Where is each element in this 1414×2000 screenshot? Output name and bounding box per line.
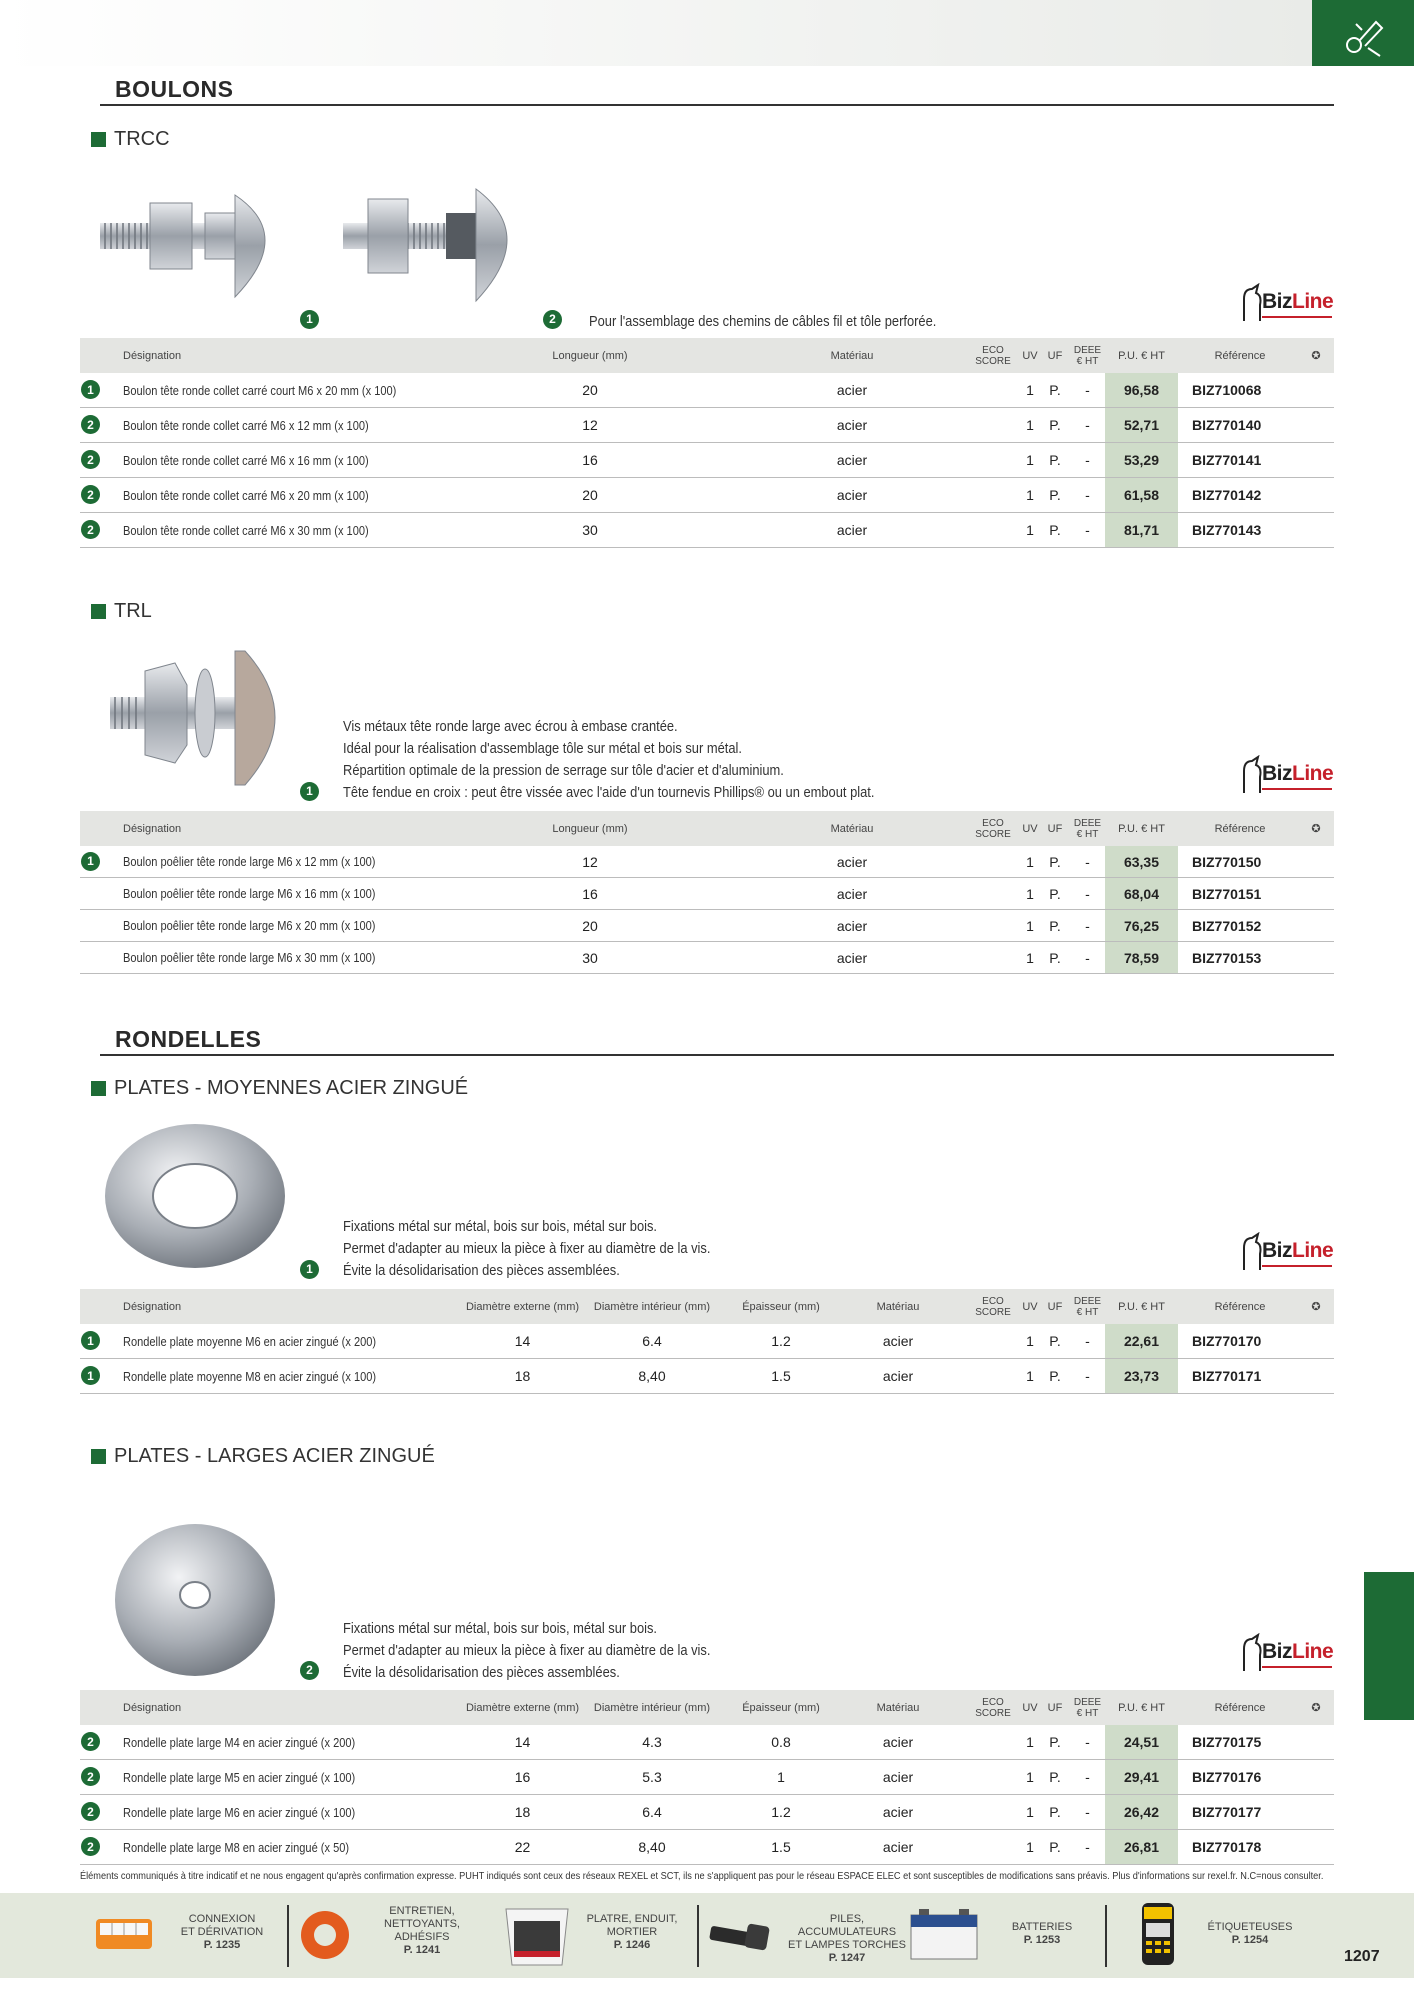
cell-designation: Rondelle plate large M5 en acier zingué (x 100) <box>123 1769 356 1785</box>
cell-longueur: 20 <box>582 382 598 398</box>
cell-uv: 1 <box>1026 487 1034 503</box>
footer-link-entretien[interactable] <box>290 1893 490 1978</box>
col-designation: Désignation <box>123 1701 182 1714</box>
col-deee: DEEE € HT <box>1073 344 1102 367</box>
cell-materiau: acier <box>882 1804 914 1820</box>
col-uv: UV <box>1022 1300 1038 1313</box>
col-eco-score: ECO SCORE <box>975 1295 1011 1318</box>
table-row <box>80 1795 1334 1830</box>
col-uv: UV <box>1022 822 1038 835</box>
footer-link-batteries[interactable] <box>905 1893 1095 1978</box>
cell-deee: - <box>1085 1368 1090 1384</box>
col-diam-int: Diamètre intérieur (mm) <box>593 1701 711 1714</box>
table-rondelles-larges <box>80 1690 1334 1865</box>
cell-longueur: 30 <box>582 949 598 966</box>
cell-uf: P. <box>1049 853 1061 870</box>
description-line: Évite la désolidarisation des pièces assemblées. <box>343 1262 620 1279</box>
cell-designation: Boulon poêlier tête ronde large M6 x 16 mm (x 100) <box>123 886 376 901</box>
description-line: Évite la désolidarisation des pièces assemblées. <box>343 1664 620 1681</box>
cell-deee: - <box>1085 917 1090 934</box>
cell-materiau: acier <box>882 1839 914 1855</box>
settings-icon[interactable]: ✪ <box>1311 1702 1321 1714</box>
col-price: P.U. € HT <box>1118 1701 1165 1714</box>
col-eco-score: ECO SCORE <box>975 1696 1011 1719</box>
row-badge: 2 <box>81 1837 100 1856</box>
table-row <box>80 910 1334 942</box>
cell-diam-int: 8,40 <box>638 1839 666 1855</box>
cell-designation: Rondelle plate moyenne M6 en acier zingué (x 200) <box>123 1333 377 1349</box>
battery-icon <box>907 1905 982 1965</box>
cell-deee: - <box>1085 1769 1090 1785</box>
cell-uf: P. <box>1049 1333 1061 1349</box>
cell-materiau: acier <box>836 853 868 870</box>
cell-uf: P. <box>1049 522 1061 538</box>
image-badge: 1 <box>300 1260 319 1279</box>
cell-deee: - <box>1085 487 1090 503</box>
product-image-trcc-2 <box>338 185 538 305</box>
cell-designation: Boulon tête ronde collet carré M6 x 20 mm (x 100) <box>123 487 369 503</box>
cell-deee: - <box>1085 522 1090 538</box>
cell-epaisseur: 1.5 <box>771 1368 791 1384</box>
product-description <box>343 1618 710 1684</box>
cell-materiau: acier <box>836 382 868 398</box>
table-rondelles-moyennes <box>80 1289 1334 1394</box>
bizline-suffix: Line <box>1292 762 1334 785</box>
cell-price: 24,51 <box>1105 1725 1178 1759</box>
table-row <box>80 408 1334 443</box>
bullet-square <box>91 604 106 619</box>
cell-uf: P. <box>1049 885 1061 902</box>
col-diam-int: Diamètre intérieur (mm) <box>593 1300 711 1313</box>
cell-price: 63,35 <box>1105 846 1178 877</box>
row-badge: 2 <box>81 485 100 504</box>
subsection-title-moyennes <box>91 1077 468 1100</box>
cell-uv: 1 <box>1026 382 1034 398</box>
footer-label: ÉTIQUETEUSES P. 1254 <box>1207 1921 1293 1946</box>
cell-reference[interactable]: BIZ770178 <box>1192 1839 1262 1855</box>
table-row <box>80 942 1334 974</box>
col-price: P.U. € HT <box>1118 822 1165 835</box>
footer-label: PLATRE, ENDUIT, MORTIER P. 1246 <box>586 1913 678 1951</box>
col-materiau: Matériau <box>876 1701 920 1714</box>
col-epaisseur: Épaisseur (mm) <box>742 1300 820 1313</box>
description-line: Fixations métal sur métal, bois sur bois, métal sur bois. <box>343 1218 658 1235</box>
table-row <box>80 373 1334 408</box>
subsection-title-trl <box>91 600 152 623</box>
cell-price: 96,58 <box>1105 373 1178 407</box>
cell-designation: Rondelle plate large M4 en acier zingué (x 200) <box>123 1734 356 1750</box>
cell-reference[interactable]: BIZ770140 <box>1192 417 1262 433</box>
footer-separator <box>1105 1905 1107 1967</box>
description-line: Vis métaux tête ronde large avec écrou à embase crantée. <box>343 718 678 735</box>
col-uv: UV <box>1022 1701 1038 1714</box>
row-badge: 1 <box>81 1331 100 1350</box>
table-header <box>80 811 1334 846</box>
cell-materiau: acier <box>836 917 868 934</box>
bizline-mascot-icon <box>1238 283 1264 323</box>
bizline-logo <box>1238 1232 1334 1272</box>
cell-deee: - <box>1085 853 1090 870</box>
footer-link-etiqueteuses[interactable] <box>1110 1893 1310 1978</box>
cell-designation: Boulon poêlier tête ronde large M6 x 30 mm (x 100) <box>123 950 376 965</box>
bizline-logo <box>1238 283 1334 323</box>
cell-designation: Boulon tête ronde collet carré M6 x 16 mm (x 100) <box>123 452 369 468</box>
cell-uf: P. <box>1049 417 1061 433</box>
plaster-bucket-icon <box>500 1903 575 1968</box>
footer-label: ENTRETIEN, NETTOYANTS, ADHÉSIFS P. 1241 <box>384 1905 460 1956</box>
cell-longueur: 16 <box>582 452 598 468</box>
col-price: P.U. € HT <box>1118 349 1165 362</box>
section-rule <box>100 1054 1334 1056</box>
description-line: Tête fendue en croix : peut être vissée avec l'aide d'un tournevis Phillips® ou un embout plat. <box>343 784 875 801</box>
cell-diam-ext: 22 <box>514 1839 531 1855</box>
table-row <box>80 1725 1334 1760</box>
cell-deee: - <box>1085 1804 1090 1820</box>
bizline-mascot-icon <box>1238 1232 1264 1272</box>
cell-price: 53,29 <box>1105 443 1178 477</box>
cell-reference[interactable]: BIZ770177 <box>1192 1804 1262 1820</box>
col-deee: DEEE € HT <box>1073 1295 1102 1318</box>
cell-deee: - <box>1085 949 1090 966</box>
cell-designation: Rondelle plate large M8 en acier zingué (x 50) <box>123 1839 350 1855</box>
product-image-washer-large <box>110 1520 280 1680</box>
cell-longueur: 12 <box>582 853 598 870</box>
cell-uf: P. <box>1049 1734 1061 1750</box>
cell-reference[interactable]: BIZ770141 <box>1192 452 1262 468</box>
subsection-title-text: TRCC <box>114 128 170 150</box>
table-header <box>80 1690 1334 1725</box>
table-row <box>80 878 1334 910</box>
cell-uv: 1 <box>1026 1734 1034 1750</box>
cell-reference[interactable]: BIZ770151 <box>1192 885 1262 902</box>
cell-diam-int: 6.4 <box>642 1333 662 1349</box>
col-materiau: Matériau <box>876 1300 920 1313</box>
side-tab <box>1364 1572 1414 1720</box>
cell-deee: - <box>1085 1839 1090 1855</box>
cell-reference[interactable]: BIZ770175 <box>1192 1734 1262 1750</box>
cell-reference[interactable]: BIZ770152 <box>1192 917 1262 934</box>
table-row <box>80 1760 1334 1795</box>
row-badge: 2 <box>81 1732 100 1751</box>
cell-longueur: 20 <box>582 917 598 934</box>
col-reference: Référence <box>1214 1300 1266 1313</box>
col-deee: DEEE € HT <box>1073 817 1102 840</box>
table-row <box>80 846 1334 878</box>
cell-materiau: acier <box>836 522 868 538</box>
cell-uv: 1 <box>1026 1804 1034 1820</box>
cell-reference[interactable]: BIZ710068 <box>1192 382 1262 398</box>
cell-uf: P. <box>1049 1839 1061 1855</box>
col-uf: UF <box>1047 1300 1063 1313</box>
settings-icon[interactable]: ✪ <box>1311 1301 1321 1313</box>
cell-epaisseur: 1 <box>777 1769 785 1785</box>
section-rule <box>100 104 1334 106</box>
bizline-mascot-icon <box>1238 755 1264 795</box>
cell-diam-ext: 18 <box>514 1368 531 1384</box>
cell-epaisseur: 1.5 <box>771 1839 791 1855</box>
cell-materiau: acier <box>882 1769 914 1785</box>
cell-uf: P. <box>1049 1769 1061 1785</box>
cell-longueur: 30 <box>582 522 598 538</box>
cell-uv: 1 <box>1026 917 1034 934</box>
col-diam-ext: Diamètre externe (mm) <box>465 1300 580 1313</box>
cell-price: 26,42 <box>1105 1795 1178 1829</box>
table-row <box>80 513 1334 548</box>
settings-icon[interactable]: ✪ <box>1311 823 1321 835</box>
cell-diam-int: 5.3 <box>642 1769 662 1785</box>
image-badge: 1 <box>300 782 319 801</box>
cell-uf: P. <box>1049 1368 1061 1384</box>
cell-uf: P. <box>1049 1804 1061 1820</box>
tape-icon <box>290 1905 360 1965</box>
col-materiau: Matériau <box>830 822 874 835</box>
section-title-rondelles: RONDELLES <box>115 1026 262 1052</box>
table-header <box>80 338 1334 373</box>
bullet-square <box>91 1081 106 1096</box>
settings-icon[interactable]: ✪ <box>1311 350 1321 362</box>
section-title-boulons: BOULONS <box>115 76 234 102</box>
cell-uv: 1 <box>1026 452 1034 468</box>
cell-reference[interactable]: BIZ770143 <box>1192 522 1262 538</box>
cell-designation: Rondelle plate moyenne M8 en acier zingué (x 100) <box>123 1368 377 1384</box>
col-designation: Désignation <box>123 1300 182 1313</box>
row-badge: 2 <box>81 415 100 434</box>
table-row <box>80 443 1334 478</box>
description-line: Idéal pour la réalisation d'assemblage tôle sur métal et bois sur métal. <box>343 740 742 757</box>
cell-materiau: acier <box>836 452 868 468</box>
cell-designation: Boulon poêlier tête ronde large M6 x 20 mm (x 100) <box>123 918 376 933</box>
cell-price: 26,81 <box>1105 1830 1178 1864</box>
row-badge: 2 <box>81 520 100 539</box>
cell-uf: P. <box>1049 487 1061 503</box>
cell-materiau: acier <box>836 487 868 503</box>
col-materiau: Matériau <box>830 349 874 362</box>
footer-label: BATTERIES P. 1253 <box>1011 1921 1073 1946</box>
product-image-trl <box>105 645 290 795</box>
footer-separator <box>697 1905 699 1967</box>
cell-diam-int: 4.3 <box>642 1734 662 1750</box>
cell-diam-ext: 14 <box>514 1333 531 1349</box>
product-image-washer-medium <box>100 1118 290 1274</box>
product-description <box>343 1216 710 1282</box>
col-deee: DEEE € HT <box>1073 1696 1102 1719</box>
col-uf: UF <box>1047 349 1063 362</box>
col-longueur: Longueur (mm) <box>552 822 628 835</box>
bizline-logo <box>1238 755 1334 795</box>
cell-uv: 1 <box>1026 885 1034 902</box>
subsection-title-text: PLATES - MOYENNES ACIER ZINGUÉ <box>114 1077 469 1099</box>
cell-price: 68,04 <box>1105 878 1178 909</box>
cell-epaisseur: 0.8 <box>771 1734 791 1750</box>
row-badge: 1 <box>81 1366 100 1385</box>
cell-designation: Boulon poêlier tête ronde large M6 x 12 mm (x 100) <box>123 854 376 869</box>
cell-deee: - <box>1085 885 1090 902</box>
cell-designation: Rondelle plate large M6 en acier zingué (x 100) <box>123 1804 356 1820</box>
row-badge: 2 <box>81 1802 100 1821</box>
subsection-title-text: TRL <box>114 600 152 622</box>
cell-price: 61,58 <box>1105 478 1178 512</box>
cell-uv: 1 <box>1026 1839 1034 1855</box>
row-badge: 2 <box>81 1767 100 1786</box>
table-row <box>80 1359 1334 1394</box>
cell-price: 29,41 <box>1105 1760 1178 1794</box>
tools-icon <box>1312 0 1414 66</box>
col-eco-score: ECO SCORE <box>975 817 1011 840</box>
bizline-suffix: Line <box>1292 1640 1334 1663</box>
cell-designation: Boulon tête ronde collet carré M6 x 30 mm (x 100) <box>123 522 369 538</box>
cell-reference[interactable]: BIZ770150 <box>1192 853 1262 870</box>
bullet-square <box>91 132 106 147</box>
col-uf: UF <box>1047 1701 1063 1714</box>
cell-deee: - <box>1085 382 1090 398</box>
bizline-logo <box>1238 1633 1334 1673</box>
cell-materiau: acier <box>836 885 868 902</box>
cell-price: 52,71 <box>1105 408 1178 442</box>
bizline-suffix: Line <box>1292 290 1334 313</box>
cell-diam-ext: 18 <box>514 1804 531 1820</box>
cell-uv: 1 <box>1026 417 1034 433</box>
cell-uv: 1 <box>1026 949 1034 966</box>
cell-uv: 1 <box>1026 1769 1034 1785</box>
cell-materiau: acier <box>836 417 868 433</box>
bizline-mascot-icon <box>1238 1633 1264 1673</box>
row-badge: 1 <box>81 852 100 871</box>
cell-price: 23,73 <box>1105 1359 1178 1393</box>
cell-designation: Boulon tête ronde collet carré M6 x 12 mm (x 100) <box>123 417 369 433</box>
cell-longueur: 16 <box>582 885 598 902</box>
cell-uv: 1 <box>1026 853 1034 870</box>
col-uv: UV <box>1022 349 1038 362</box>
footer-separator <box>287 1905 289 1967</box>
product-image-trcc-1 <box>95 185 295 305</box>
subsection-title-larges <box>91 1445 435 1468</box>
bizline-prefix: Biz <box>1262 1239 1292 1262</box>
cell-deee: - <box>1085 452 1090 468</box>
cell-designation: Boulon tête ronde collet carré court M6 x 20 mm (x 100) <box>123 382 397 398</box>
product-description: Pour l'assemblage des chemins de câbles fil et tôle perforée. <box>589 313 937 330</box>
col-designation: Désignation <box>123 349 182 362</box>
col-eco-score: ECO SCORE <box>975 344 1011 367</box>
image-badge: 2 <box>543 310 562 329</box>
description-line: Permet d'adapter au mieux la pièce à fixer au diamètre de la vis. <box>343 1240 711 1257</box>
cell-price: 22,61 <box>1105 1324 1178 1358</box>
description-line: Répartition optimale de la pression de serrage sur tôle d'acier et d'aluminium. <box>343 762 784 779</box>
label-printer-icon <box>1130 1901 1190 1967</box>
bullet-square <box>91 1449 106 1464</box>
image-badge: 1 <box>300 310 319 329</box>
flashlight-icon <box>702 1905 777 1965</box>
table-header <box>80 1289 1334 1324</box>
cell-reference[interactable]: BIZ770153 <box>1192 949 1262 966</box>
product-description <box>343 716 874 804</box>
table-row <box>80 1324 1334 1359</box>
category-tab <box>1312 0 1414 66</box>
cell-uv: 1 <box>1026 522 1034 538</box>
cell-reference[interactable]: BIZ770176 <box>1192 1769 1262 1785</box>
cell-deee: - <box>1085 1333 1090 1349</box>
description-line: Fixations métal sur métal, bois sur bois, métal sur bois. <box>343 1620 658 1637</box>
cell-diam-int: 8,40 <box>638 1368 666 1384</box>
col-reference: Référence <box>1214 822 1266 835</box>
table-trl <box>80 811 1334 974</box>
cell-deee: - <box>1085 1734 1090 1750</box>
cell-materiau: acier <box>882 1368 914 1384</box>
cell-uf: P. <box>1049 382 1061 398</box>
footer-nav <box>0 1893 1414 1978</box>
cell-price: 76,25 <box>1105 910 1178 941</box>
image-badge: 2 <box>300 1661 319 1680</box>
col-price: P.U. € HT <box>1118 1300 1165 1313</box>
table-trcc <box>80 338 1334 548</box>
col-reference: Référence <box>1214 349 1266 362</box>
disclaimer: Éléments communiqués à titre indicatif et ne nous engagent qu'après confirmation expresse. PUHT indiqués sont ceux des réseaux REXEL et SCT, ils ne s'appliquent pas pour le réseau ESPACE ELEC et sont susceptibles de modifications sans préavis. Plus d'informations sur rexel.fr. N.C=nous consulter. <box>80 1871 1324 1882</box>
cell-epaisseur: 1.2 <box>771 1333 791 1349</box>
description-line: Permet d'adapter au mieux la pièce à fixer au diamètre de la vis. <box>343 1642 711 1659</box>
cell-uf: P. <box>1049 917 1061 934</box>
col-designation: Désignation <box>123 822 182 835</box>
page-number: 1207 <box>1344 1948 1380 1965</box>
cell-materiau: acier <box>882 1734 914 1750</box>
cell-reference[interactable]: BIZ770142 <box>1192 487 1262 503</box>
cell-price: 81,71 <box>1105 513 1178 547</box>
col-diam-ext: Diamètre externe (mm) <box>465 1701 580 1714</box>
cell-uf: P. <box>1049 452 1061 468</box>
col-longueur: Longueur (mm) <box>552 349 628 362</box>
cell-diam-ext: 16 <box>514 1769 531 1785</box>
col-reference: Référence <box>1214 1701 1266 1714</box>
bizline-prefix: Biz <box>1262 762 1292 785</box>
cell-epaisseur: 1.2 <box>771 1804 791 1820</box>
footer-link-connexion[interactable] <box>85 1893 285 1978</box>
subsection-title-text: PLATES - LARGES ACIER ZINGUÉ <box>114 1445 435 1467</box>
table-row <box>80 478 1334 513</box>
footer-label: CONNEXION ET DÉRIVATION P. 1235 <box>180 1913 264 1951</box>
table-row <box>80 1830 1334 1865</box>
cell-uf: P. <box>1049 949 1061 966</box>
cell-longueur: 12 <box>582 417 598 433</box>
subsection-title-trcc <box>91 128 170 151</box>
cell-materiau: acier <box>882 1333 914 1349</box>
cell-uv: 1 <box>1026 1368 1034 1384</box>
col-epaisseur: Épaisseur (mm) <box>742 1701 820 1714</box>
cell-deee: - <box>1085 417 1090 433</box>
bizline-suffix: Line <box>1292 1239 1334 1262</box>
footer-link-piles[interactable] <box>700 1893 910 1978</box>
row-badge: 1 <box>81 380 100 399</box>
cell-price: 78,59 <box>1105 942 1178 973</box>
cell-diam-ext: 14 <box>514 1734 531 1750</box>
cell-reference[interactable]: BIZ770170 <box>1192 1333 1262 1349</box>
row-badge: 2 <box>81 450 100 469</box>
bizline-prefix: Biz <box>1262 1640 1292 1663</box>
cell-diam-int: 6.4 <box>642 1804 662 1820</box>
connector-icon <box>90 1905 160 1965</box>
footer-link-platre[interactable] <box>495 1893 695 1978</box>
cell-reference[interactable]: BIZ770171 <box>1192 1368 1262 1384</box>
cell-materiau: acier <box>836 949 868 966</box>
footer-label: PILES, ACCUMULATEURS ET LAMPES TORCHES P. 1247 <box>788 1913 906 1964</box>
top-band <box>0 0 1312 66</box>
cell-uv: 1 <box>1026 1333 1034 1349</box>
col-uf: UF <box>1047 822 1063 835</box>
cell-longueur: 20 <box>582 487 598 503</box>
bizline-prefix: Biz <box>1262 290 1292 313</box>
